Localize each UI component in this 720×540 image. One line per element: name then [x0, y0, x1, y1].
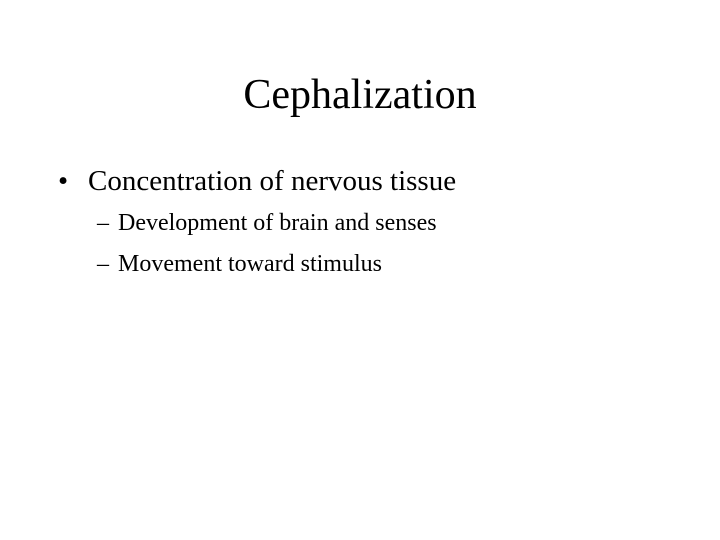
sub-bullet-text: Movement toward stimulus	[118, 251, 382, 277]
sub-bullet-item	[97, 249, 382, 279]
sub-bullet-marker: –	[97, 210, 109, 236]
sub-bullet-item	[97, 208, 437, 238]
sub-bullet-marker: –	[97, 251, 109, 277]
bullet-marker: •	[58, 165, 69, 197]
bullet-text: Concentration of nervous tissue	[88, 165, 457, 197]
slide-title: Cephalization	[243, 72, 477, 118]
bullet-item	[58, 163, 456, 199]
sub-bullet-text: Development of brain and senses	[118, 210, 437, 236]
